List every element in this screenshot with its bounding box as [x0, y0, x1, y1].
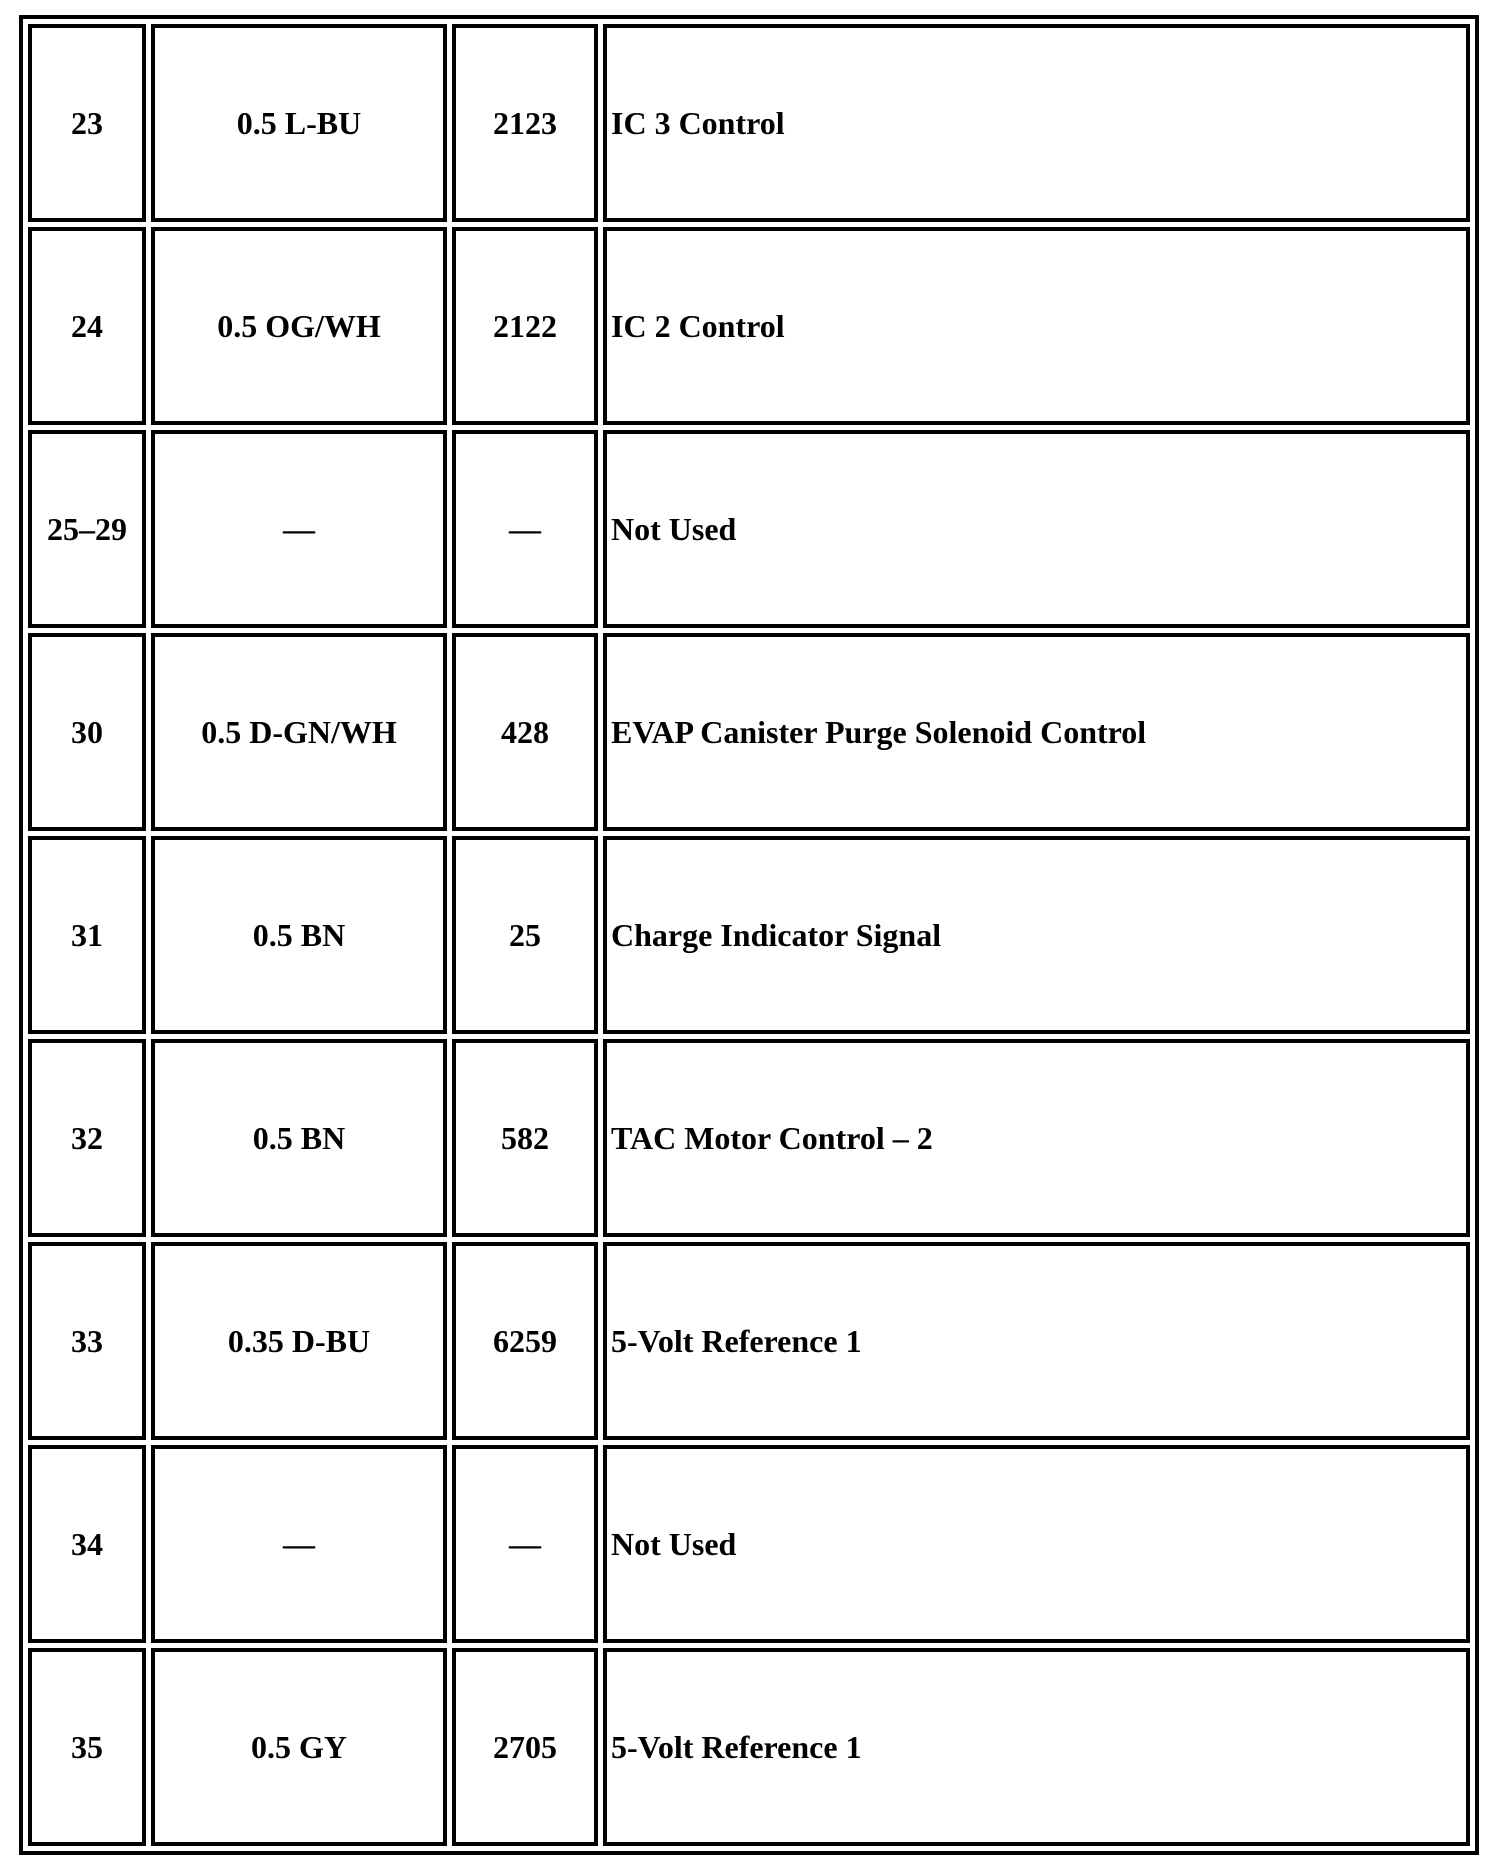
- function-cell: 5-Volt Reference 1: [603, 1648, 1470, 1846]
- pin-cell: 31: [28, 836, 146, 1034]
- circuit-number-cell: 428: [452, 633, 598, 831]
- circuit-number-cell: 2122: [452, 227, 598, 425]
- wire-color-cell: 0.5 BN: [151, 1039, 447, 1237]
- pin-cell: 35: [28, 1648, 146, 1846]
- circuit-number-cell: 25: [452, 836, 598, 1034]
- wire-color-cell: —: [151, 1445, 447, 1643]
- wire-color-cell: 0.5 GY: [151, 1648, 447, 1846]
- function-cell: IC 2 Control: [603, 227, 1470, 425]
- pin-cell: 23: [28, 24, 146, 222]
- pin-cell: 32: [28, 1039, 146, 1237]
- circuit-number-cell: —: [452, 430, 598, 628]
- connector-pinout-table: [19, 15, 1479, 1855]
- circuit-number-cell: 2123: [452, 24, 598, 222]
- function-cell: EVAP Canister Purge Solenoid Control: [603, 633, 1470, 831]
- wire-color-cell: 0.35 D-BU: [151, 1242, 447, 1440]
- wire-color-cell: 0.5 OG/WH: [151, 227, 447, 425]
- table-row: [28, 1648, 1470, 1846]
- function-cell: Not Used: [603, 1445, 1470, 1643]
- function-cell: TAC Motor Control – 2: [603, 1039, 1470, 1237]
- function-cell: 5-Volt Reference 1: [603, 1242, 1470, 1440]
- table-row: [28, 1445, 1470, 1643]
- wire-color-cell: 0.5 L-BU: [151, 24, 447, 222]
- table-body: [28, 24, 1470, 1846]
- pin-cell: 24: [28, 227, 146, 425]
- circuit-number-cell: —: [452, 1445, 598, 1643]
- function-cell: IC 3 Control: [603, 24, 1470, 222]
- circuit-number-cell: 2705: [452, 1648, 598, 1846]
- function-cell: Charge Indicator Signal: [603, 836, 1470, 1034]
- wire-color-cell: —: [151, 430, 447, 628]
- table-row: [28, 430, 1470, 628]
- wire-color-cell: 0.5 D-GN/WH: [151, 633, 447, 831]
- circuit-number-cell: 6259: [452, 1242, 598, 1440]
- table-row: [28, 227, 1470, 425]
- table-row: [28, 24, 1470, 222]
- pin-cell: 30: [28, 633, 146, 831]
- pin-cell: 34: [28, 1445, 146, 1643]
- circuit-number-cell: 582: [452, 1039, 598, 1237]
- table-row: [28, 1039, 1470, 1237]
- table-row: [28, 836, 1470, 1034]
- function-cell: Not Used: [603, 430, 1470, 628]
- wire-color-cell: 0.5 BN: [151, 836, 447, 1034]
- table-row: [28, 1242, 1470, 1440]
- pin-cell: 33: [28, 1242, 146, 1440]
- table-row: [28, 633, 1470, 831]
- pin-cell: 25–29: [28, 430, 146, 628]
